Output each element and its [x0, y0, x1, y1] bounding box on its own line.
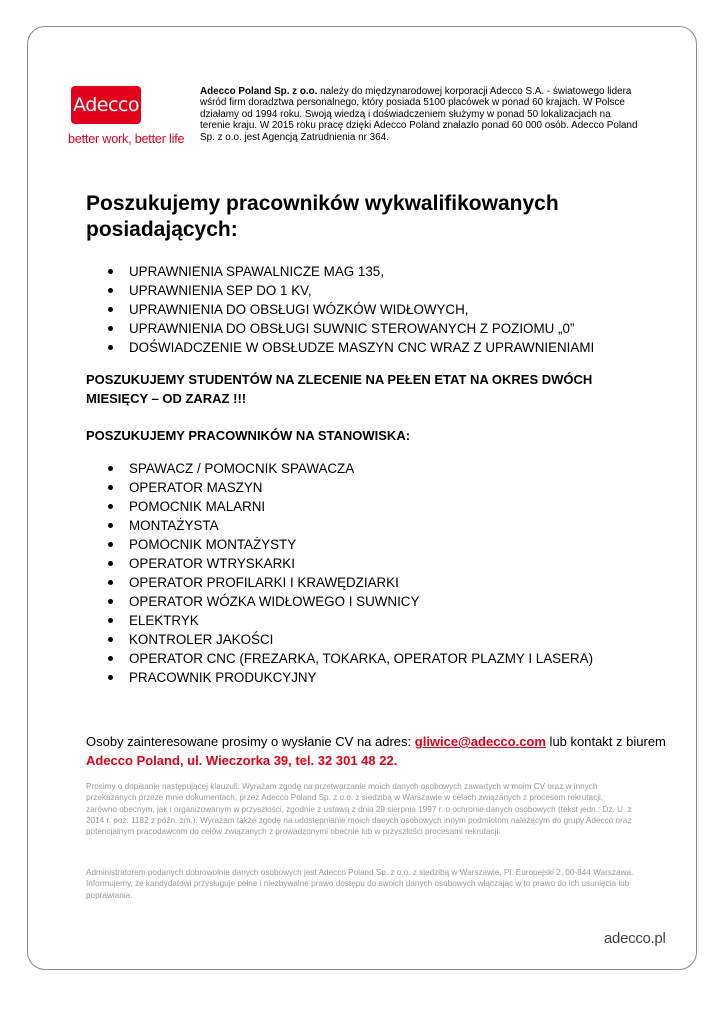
consent-clause: Prosimy o dopisanie następującej klauzuli: Wyrażam zgodę na przetwarzanie moich danych osobowych zawartych w moim CV oraz w innych przekazanych przeze mnie dokumentach, przez Adecco Poland Sp. z o.o. z siedzibą w Warszawie w celach związanych z procesem rekrutacji, zarówno obecnym, jak i organizowanym w przyszłości, zgodnie z ustawą z dnia 29 sierpnia 1997 r. o ochronie danych osobowych (tekst jedn.: Dz. U. z 2014 r. poz. 1182 z późn. zm.). Wyrażam także zgodę na udostępnianie moich danych osobowych innym podmiotom należącym do grupy Adecco oraz potencjalnym pracodawcom do celów związanych z prowadzonymi obecnie lub w przyszłości procesami rekrutacji. [86, 782, 632, 837]
position-item: SPAWACZ / POMOCNIK SPAWACZA [86, 459, 593, 478]
position-item: KONTROLER JAKOŚCI [86, 630, 593, 649]
headline: Poszukujemy pracowników wykwalifikowanych posiadających: [86, 192, 559, 241]
position-item: OPERATOR MASZYN [86, 478, 593, 497]
position-item: OPERATOR WÓZKA WIDŁOWEGO I SUWNICY [86, 592, 593, 611]
logo-tagline: better work, better life [68, 132, 185, 146]
positions-title: POSZUKUJEMY PRACOWNIKÓW NA STANOWISKA: [86, 428, 411, 443]
adecco-logo [68, 86, 190, 150]
position-item: OPERATOR PROFILARKI I KRAWĘDZIARKI [86, 573, 593, 592]
qualification-item: DOŚWIADCZENIE W OBSŁUDZE MASZYN CNC WRAZ Z UPRAWNIENIAMI [86, 338, 594, 357]
position-item: ELEKTRYK [86, 611, 593, 630]
position-item: POMOCNIK MALARNI [86, 497, 593, 516]
administrator-notice: Administratorem podanych dobrowolnie danych osobowych jest Adecco Poland Sp. z o.o. z siedzibą w Warszawie, Pl. Europejski 2, 00-844 Warszawa. Informujemy, że kandydatowi przysługuje pełne i niezbywalne prawo dostępu do swoich danych osobowych włączając w to prawo do ich usunięcia lub poprawiania. [86, 868, 634, 900]
company-intro [200, 86, 640, 143]
email-link[interactable]: gliwice@adecco.com [414, 734, 546, 749]
position-item: MONTAŻYSTA [86, 516, 593, 535]
qualification-item: UPRAWNIENIA SEP DO 1 KV, [86, 281, 594, 300]
positions-list [86, 459, 593, 687]
footer-site-logo: adecco.pl [604, 930, 666, 947]
qualification-item: UPRAWNIENIA DO OBSŁUGI WÓZKÓW WIDŁOWYCH, [86, 300, 594, 319]
office-address: Adecco Poland, ul. Wieczorka 39, tel. 32 301 48 22. [86, 753, 398, 768]
position-item: OPERATOR WTRYSKARKI [86, 554, 593, 573]
students-notice: POSZUKUJEMY STUDENTÓW NA ZLECENIE NA PEŁEN ETAT NA OKRES DWÓCH MIESIĘCY – OD ZARAZ !!! [86, 372, 593, 406]
qualifications-list [86, 262, 594, 357]
position-item: PRACOWNIK PRODUKCYJNY [86, 668, 593, 687]
position-item: POMOCNIK MONTAŻYSTY [86, 535, 593, 554]
intro-company-name: Adecco Poland Sp. z o.o. [200, 86, 318, 97]
contact-prefix: Osoby zainteresowane prosimy o wysłanie CV na adres: [86, 734, 415, 749]
contact-info [86, 732, 666, 770]
logo-box: Adecco [71, 86, 141, 124]
contact-suffix: lub kontakt z biurem [545, 734, 666, 749]
qualification-item: UPRAWNIENIA SPAWALNICZE MAG 135, [86, 262, 594, 281]
position-item: OPERATOR CNC (FREZARKA, TOKARKA, OPERATOR PLAZMY I LASERA) [86, 649, 593, 668]
qualification-item: UPRAWNIENIA DO OBSŁUGI SUWNIC STEROWANYCH Z POZIOMU „0” [86, 319, 594, 338]
intro-text: należy do międzynarodowej korporacji Adecco S.A. - światowego lidera wśród firm doradztwa personalnego, który posiada 5100 placówek w ponad 60 krajach. W Polsce działamy od 1994 roku. Swoją wiedzą i doświadczeniem służymy w ponad 50 lokalizacjach na terenie kraju. W 2015 roku pracę dzięki Adecco Poland znalazło ponad 60 000 osób. Adecco Poland Sp. z o.o. jest Agencją Zatrudnienia nr 364. [200, 86, 638, 143]
